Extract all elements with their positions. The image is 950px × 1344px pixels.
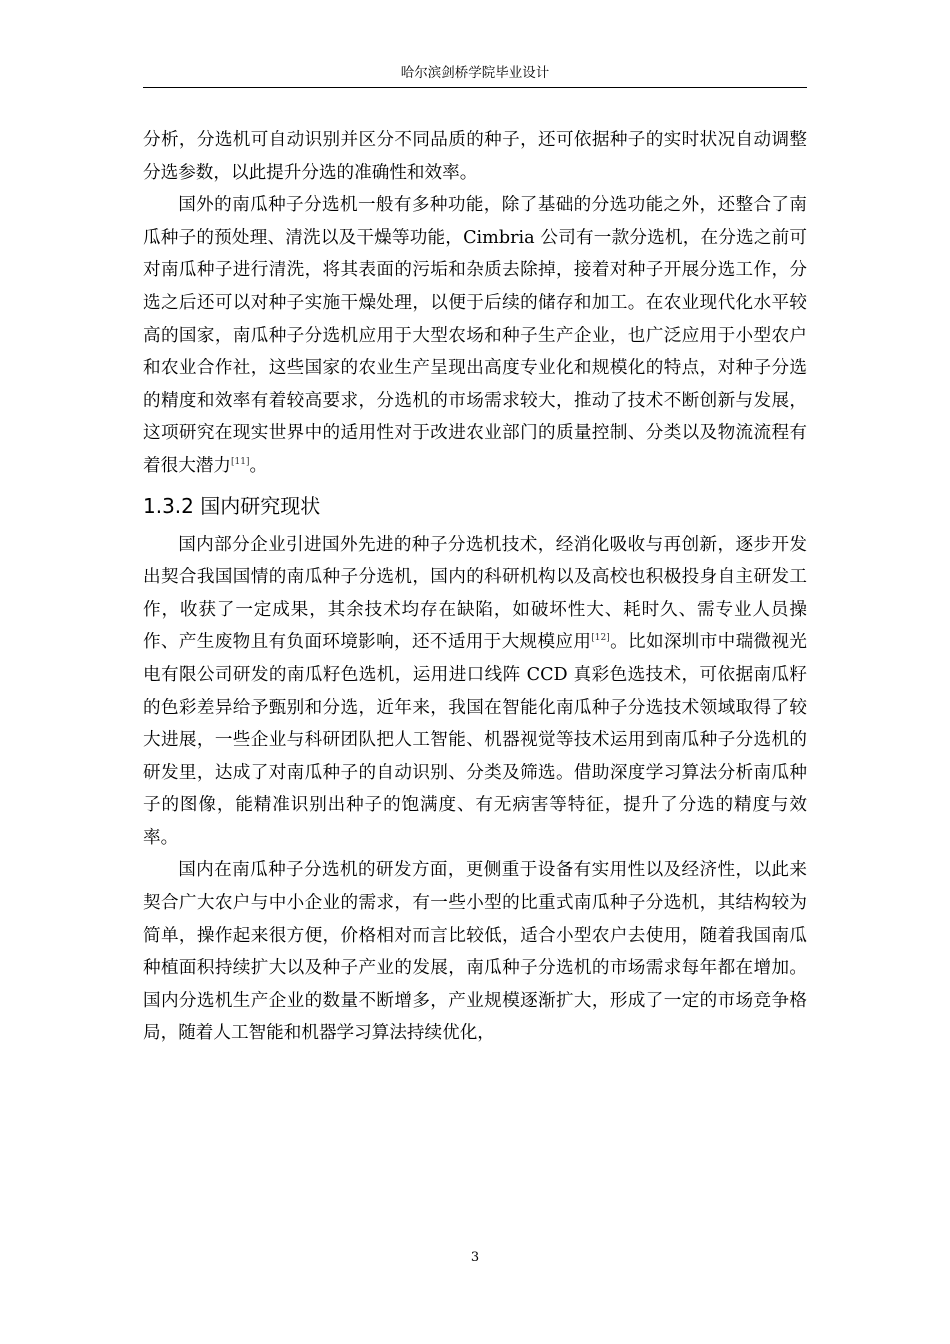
page-number: 3	[470, 1250, 480, 1265]
paragraph-3-text: 国内部分企业引进国外先进的种子分选机技术，经消化吸收与再创新，逐步开发出契合我国国情的南瓜种子分选机，国内的科研机构以及高校也积极投身自主研发工作，收获了一定成果，其余技术均存在缺陷，如破坏性大、耗时久、需专业人员操作、产生废物且有负面环境影响，还不适用于大规模应用	[143, 534, 807, 653]
paragraph-3-rest: 。比如深圳市中瑞微视光电有限公司研发的南瓜籽色选机，运用进口线阵 CCD 真彩色选技术，可依据南瓜籽的色彩差异给予甄别和分选，近年来，我国在智能化南瓜种子分选技术领域取得了较大进展，一些企业与科研团队把人工智能、机器视觉等技术运用到南瓜种子分选机的研发里，达成了对南瓜种子的自动识别、分类及筛选。借助深度学习算法分析南瓜种子的图像，能精准识别出种子的饱满度、有无病害等特征，提升了分选的精度与效率。	[143, 632, 807, 848]
section-heading: 1.3.2 国内研究现状	[143, 493, 321, 518]
paragraph-1: 分析，分选机可自动识别并区分不同品质的种子，还可依据种子的实时状况自动调整分选参数，以此提升分选的准确性和效率。	[143, 130, 807, 183]
citation-12[interactable]: [12]	[591, 633, 610, 644]
paragraph-2-end: 。	[249, 455, 268, 476]
header-rule	[143, 87, 807, 88]
citation-11[interactable]: [11]	[230, 456, 250, 467]
paragraph-2	[143, 189, 807, 482]
paragraph-4: 国内在南瓜种子分选机的研发方面，更侧重于设备有实用性以及经济性，以此来契合广大农户与中小企业的需求，有一些小型的比重式南瓜种子分选机，其结构较为简单，操作起来很方便，价格相对而言比较低，适合小型农户去使用，随着我国南瓜种植面积持续扩大以及种子产业的发展，南瓜种子分选机的市场需求每年都在增加。国内分选机生产企业的数量不断增多，产业规模逐渐扩大，形成了一定的市场竞争格局，随着人工智能和机器学习算法持续优化，	[143, 860, 807, 1044]
paragraph-3	[143, 529, 807, 855]
running-header: 哈尔滨剑桥学院毕业设计	[400, 65, 550, 81]
body-text	[143, 124, 807, 1050]
paragraph-2-text: 国外的南瓜种子分选机一般有多种功能，除了基础的分选功能之外，还整合了南瓜种子的预处理、清洗以及干燥等功能，Cimbria 公司有一款分选机，在分选之前可对南瓜种子进行清洗，将其表面的污垢和杂质去除掉，接着对种子开展分选工作，分选之后还可以对种子实施干燥处理，以便于后续的储存和加工。在农业现代化水平较高的国家，南瓜种子分选机应用于大型农场和种子生产企业，也广泛应用于小型农户和农业合作社，这些国家的农业生产呈现出高度专业化和规模化的特点，对种子分选的精度和效率有着较高要求，分选机的市场需求较大，推动了技术不断创新与发展，这项研究在现实世界中的适用性对于改进农业部门的质量控制、分类以及物流流程有着很大潜力	[143, 195, 807, 476]
